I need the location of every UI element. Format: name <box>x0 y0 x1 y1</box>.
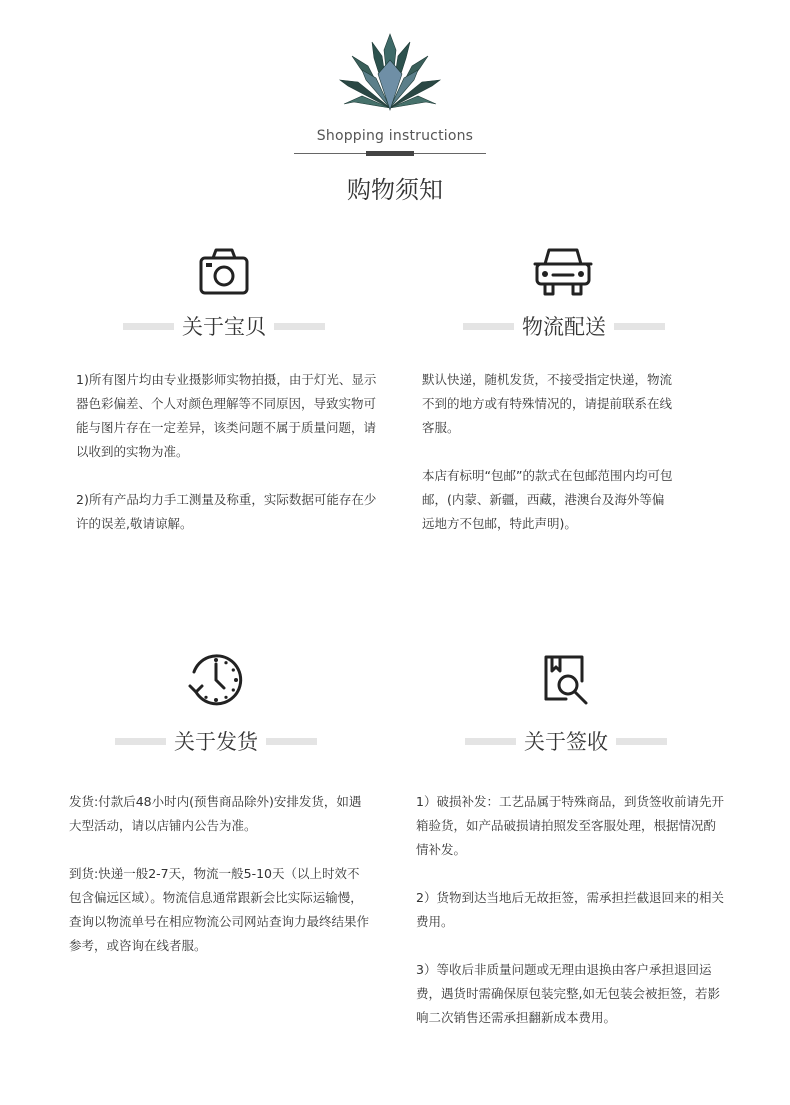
subtitle-divider-accent <box>366 151 414 156</box>
paragraph: 发货:付款后48小时内(预售商品除外)安排发货，如遇大型活动，请以店铺内公告为准。 <box>69 794 362 833</box>
section-title-shipping: 关于发货 <box>166 730 266 754</box>
paragraph: 1)所有图片均由专业摄影师实物拍摄，由于灯光、显示器色彩偏差、个人对颜色理解等不同原因，导致实物可能与图片存在一定差异，该类问题不属于质量问题，请以收到的实物为准。 <box>76 372 377 459</box>
section-header-logistics <box>463 312 665 342</box>
section-header-product <box>123 312 325 342</box>
camera-icon <box>194 244 254 304</box>
clock-icon <box>186 650 246 710</box>
paragraph: 2）货物到达当地后无故拒签，需承担拦截退回来的相关费用。 <box>416 890 724 929</box>
section-body-receipt <box>416 790 724 1054</box>
page-subtitle: Shopping instructions <box>316 128 474 144</box>
search-document-icon <box>538 651 598 711</box>
page-title: 购物须知 <box>347 176 443 204</box>
section-title-product: 关于宝贝 <box>174 315 274 339</box>
section-body-product <box>76 368 379 560</box>
paragraph: 默认快递，随机发货，不接受指定快递，物流不到的地方或有特殊情况的，请提前联系在线客服。 <box>422 372 673 435</box>
section-title-receipt: 关于签收 <box>516 730 616 754</box>
paragraph: 1）破损补发：工艺品属于特殊商品，到货签收前请先开箱验货，如产品破损请拍照发至客服处理，根据情况酌情补发。 <box>416 794 724 857</box>
section-title-logistics: 物流配送 <box>514 315 614 339</box>
section-header-shipping <box>115 727 317 757</box>
paragraph: 本店有标明“包邮”的款式在包邮范围内均可包邮，(内蒙、新疆，西藏，港澳台及海外等偏远地方不包邮，特此声明)。 <box>422 468 673 531</box>
paragraph: 3）等收后非质量问题或无理由退换由客户承担退回运费，遇货时需确保原包装完整,如无包装会被拒签，若影响二次销售还需承担翻新成本费用。 <box>416 962 720 1025</box>
section-body-shipping <box>69 790 369 982</box>
agave-plant-illustration <box>338 30 442 114</box>
car-icon <box>533 242 593 302</box>
paragraph: 到货:快递一般2-7天，物流一般5-10天（以上时效不包含偏远区域）。物流信息通常跟新会比实际运输慢，查询以物流单号在相应物流公司网站查询力最终结果作参考，或咨询在线者服。 <box>69 866 370 953</box>
paragraph: 2)所有产品均力手工测量及称重，实际数据可能存在少许的误差,敬请谅解。 <box>76 492 377 531</box>
section-header-receipt <box>465 727 667 757</box>
section-body-logistics <box>422 368 674 560</box>
